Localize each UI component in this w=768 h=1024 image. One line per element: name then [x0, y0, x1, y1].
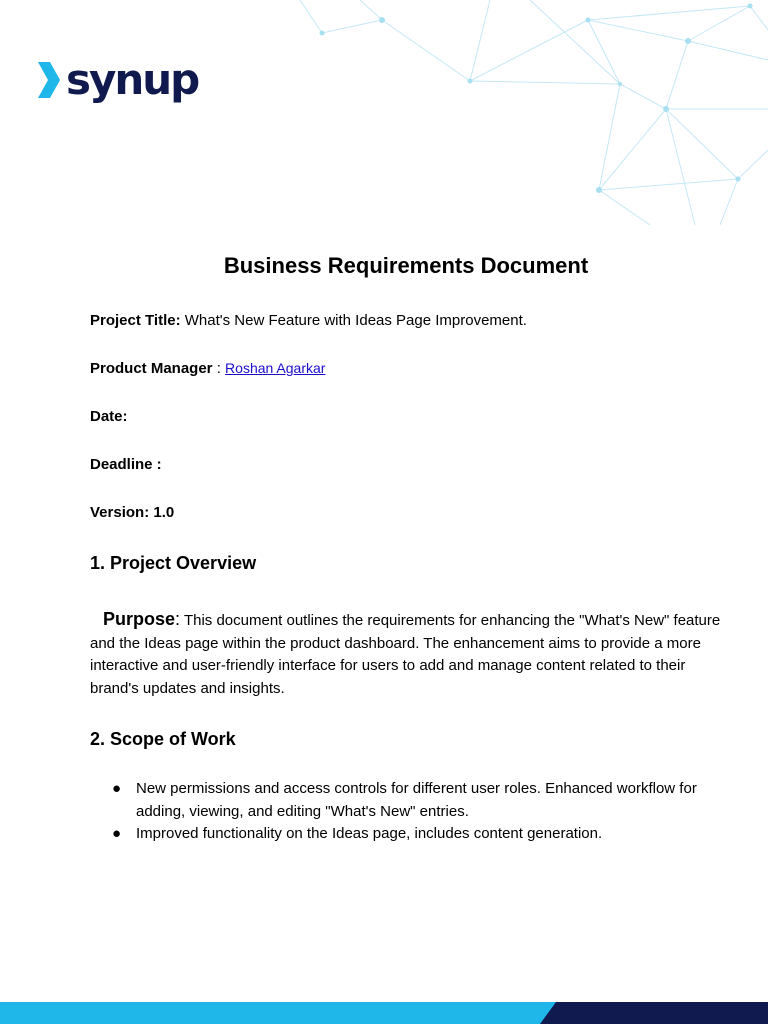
deadline-field	[90, 456, 162, 473]
decorative-network-graphic	[290, 0, 768, 225]
product-manager-separator: :	[212, 360, 226, 377]
bullet-icon: ●	[112, 825, 122, 842]
purpose-colon: :	[175, 609, 181, 629]
product-manager-link[interactable]: Roshan Agarkar	[225, 360, 326, 376]
version-field	[90, 504, 174, 521]
project-title-field	[90, 312, 527, 329]
footer-color-band	[0, 1002, 768, 1024]
version-label: Version: 1.0	[90, 504, 175, 521]
synup-logo	[36, 56, 198, 104]
date-label: Date:	[90, 408, 128, 425]
bullet-text: Improved functionality on the Ideas page, includes content generation.	[136, 825, 603, 842]
logo-wordmark: synup	[66, 55, 199, 104]
bullet-icon: ●	[112, 780, 122, 797]
project-title-value: What's New Feature with Ideas Page Improvement.	[184, 312, 527, 329]
list-item	[90, 778, 730, 823]
project-title-label: Project Title:	[90, 312, 181, 329]
purpose-label: Purpose	[103, 609, 176, 629]
date-field	[90, 408, 128, 425]
section-heading-project-overview: 1. Project Overview	[90, 553, 257, 573]
scope-bullet-list	[90, 778, 730, 846]
product-manager-field	[90, 360, 325, 377]
product-manager-label: Product Manager	[90, 360, 213, 377]
purpose-paragraph	[90, 608, 730, 700]
deadline-label: Deadline :	[90, 456, 162, 473]
purpose-text: This document outlines the requirements for enhancing the "What's New" feature and the Ideas page within the product dashboard. The enhancement aims to provide a more interactive and user-friendly interface for users to add and manage content related to their brand's updates and insights.	[90, 612, 721, 697]
list-item	[90, 823, 730, 846]
section-heading-scope-of-work: 2. Scope of Work	[90, 729, 236, 749]
bullet-text: New permissions and access controls for different user roles. Enhanced workflow for adding, viewing, and editing "What's New" entries.	[136, 780, 697, 820]
chevron-logo-icon	[36, 60, 62, 100]
document-title: Business Requirements Document	[223, 253, 589, 278]
